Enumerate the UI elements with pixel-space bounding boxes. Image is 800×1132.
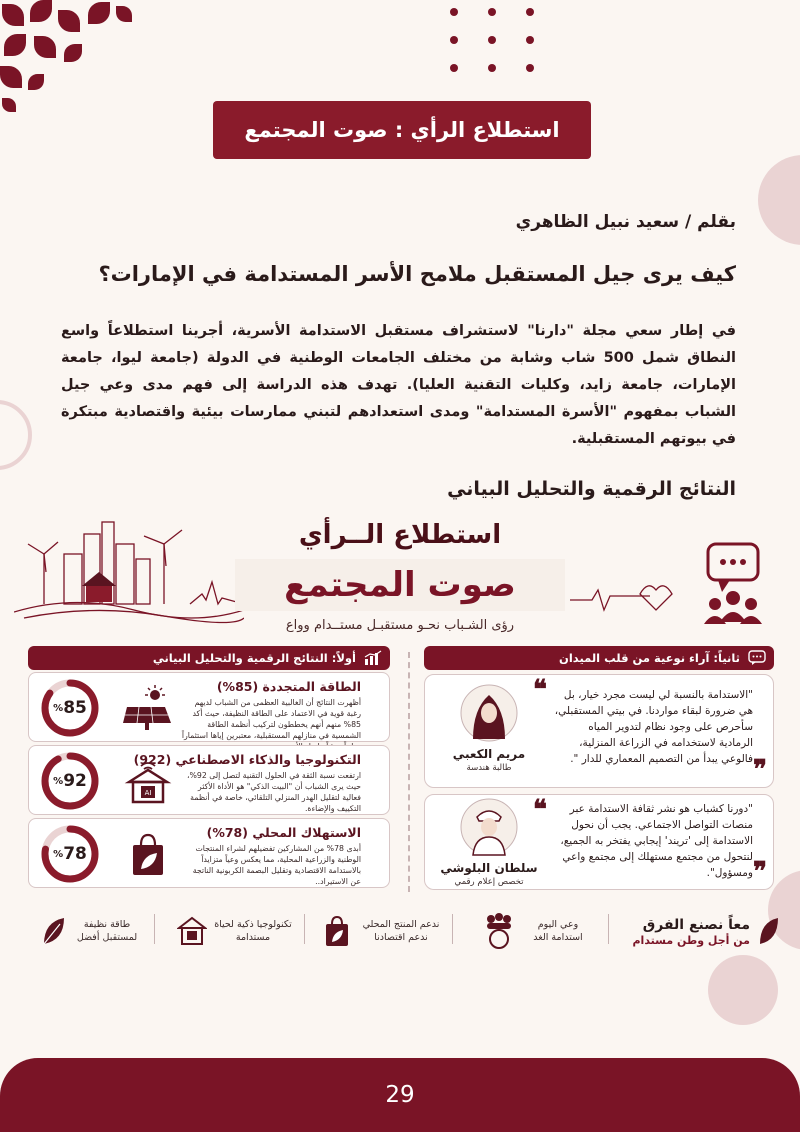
quote-card-maryam (424, 674, 774, 788)
shopping-bag-leaf-icon (121, 831, 175, 877)
stat-card-local-consumption (28, 818, 390, 888)
stat-title: الطاقة المتجددة (85%) (216, 679, 361, 694)
stat-percentage: 85 % (53, 698, 87, 718)
stat-description: أظهرت النتائج أن الغالبية العظمى من الشباب لديهم رغبة قوية في الاعتماد على الطاقة النظيفة، حيث أكد 85% منهم أنهم يخططون لتركيب أنظمة الطاقة الشمسية في منازلهم المستقبلية، معتبرين إياها استثماراً (181, 698, 361, 740)
chat-bubble-icon (748, 650, 766, 666)
person-name: سلطان البلوشي (440, 861, 538, 875)
close-quote-icon: ❞ (753, 857, 767, 887)
stat-description: ارتفعت نسبة الثقة في الحلول التقنية لتصل إلى 92%، حيث يرى الشباب أن "البيت الذكي" هو الأداة الأكثر فعالية لتقليل الهدر المنزلي التلقائي، خاصة في أنظمة التكييف والإضاءة. (186, 771, 361, 813)
open-quote-icon: ❝ (533, 795, 547, 825)
slogan-headline-group (633, 908, 781, 954)
author-line: بقلم / سعيد نبيل الظاهري (515, 212, 736, 232)
man-avatar-icon (459, 797, 519, 857)
infographic (0, 512, 800, 967)
quote-text: "الاستدامة بالنسبة لي ليست مجرد خيار، بل هي ضرورة لبقاء مواردنا. في بيتي المستقبلي، سأحرص على وجود نظام لتدوير المياه الرمادية لاستخدامه في الزراعة المنزلية، فالوعي يبدأ من التصميم المعماري للدار ". (554, 689, 753, 765)
solar-panel-icon (121, 685, 175, 731)
infographic-title: استطلاع الــرأي (298, 520, 502, 550)
quotes-section-title: ثانياً: آراء نوعية من قلب الميدان (559, 651, 740, 665)
article-question: كيف يرى جيل المستقبل ملامح الأسر المستدامة في الإمارات؟ (98, 262, 736, 286)
section-heading: النتائج الرقمية والتحليل البياني (447, 478, 736, 500)
infographic-main-title: صوت المجتمع (235, 559, 565, 611)
person-role: طالبة هندسة (466, 763, 512, 773)
leaf-icon (40, 916, 68, 946)
person-sultan (439, 797, 539, 887)
page-number: 29 (385, 1082, 415, 1108)
stat-description: أبدى 78% من المشاركين تفضيلهم لشراء المنتجات الوطنية والزراعية المحلية، مما يعكس وعياً متزايداً بالاستدامة الاقتصادية وتقليل البصمة الكربونية الناتجة عن الاستيراد.. (192, 844, 361, 886)
dot-grid-ornament (450, 8, 540, 78)
column-divider (408, 652, 410, 892)
person-role: تخصص إعلام رقمي (454, 877, 524, 887)
quote-card-sultan (424, 794, 774, 890)
slogan-item-text: طاقة نظيفة لمستقبل أفضل (76, 919, 138, 943)
slogan-item (472, 908, 602, 954)
slogan-divider (452, 914, 453, 944)
stat-percentage: 92 % (53, 771, 87, 791)
svg-text:AI: AI (144, 789, 152, 797)
stat-percentage: 78 % (53, 844, 87, 864)
close-quote-icon: ❞ (753, 755, 767, 785)
slogan-band (20, 900, 780, 962)
stats-section-header (28, 646, 390, 670)
stat-title: الاستهلاك المحلي (78%) (206, 825, 361, 840)
stat-card-technology-ai (28, 745, 390, 815)
infographic-subtitle: رؤى الشـباب نحـو مستقبـل مستــدام وواع (285, 618, 515, 633)
leaf-icon (756, 916, 780, 946)
intro-paragraph: في إطار سعي مجلة "دارنا" لاستشراف مستقبل الاستدامة الأسرية، أجرينا استطلاعاً واسع النطاق شمل 500 شاب وشابة من مختلف الجامعات الوطنية في الدولة (جامعة ليوا، جامعة الإمارات، جامعة زايد، وكليات التقنية العليا). تهدف هذه الدراسة إلى فهم مدى وعي جيل الشباب بمفهوم "الأسرة المستدامة" ومدى استعدادهم لتبني ممارسات بيئية واقتصادية مبتكرة في بيوتهم المستقبلية. (61, 323, 736, 447)
quote-text: "دورنا كشباب هو نشر ثقافة الاستدامة عبر منصات التواصل الاجتماعي. يجب أن نحول الاستدامة إلى 'تريند' إيجابي يفتخر به الجميع، لنتحول من مجتمع مستهلك إلى مجتمع واعي ومسؤول". (560, 803, 753, 879)
community-speech-icon (570, 540, 780, 630)
ring-ornament (0, 400, 32, 470)
community-globe-icon (481, 913, 517, 949)
slogan-headline: معاً نصنع الفرق (642, 916, 750, 933)
slogan-item (320, 908, 450, 954)
person-name: مريم الكعبي (452, 747, 526, 761)
page-banner: استطلاع الرأي : صوت المجتمع (213, 101, 591, 159)
corner-ornament (0, 0, 140, 120)
smart-home-icon (121, 758, 175, 804)
slogan-item (170, 908, 300, 954)
slogan-item-text: وعي اليوم استدامة الغد (533, 919, 583, 943)
slogan-subline: من أجل وطن مستدام (632, 933, 750, 947)
quotes-section-header (424, 646, 774, 670)
slogan-divider (154, 914, 155, 944)
bar-chart-icon (364, 650, 382, 666)
stats-section-title: أولاً: النتائج الرقمية والتحليل البياني (152, 651, 356, 665)
woman-avatar-icon (459, 683, 519, 743)
slogan-item-text: ندعم المنتج المحلي ندعم اقتصادنا (362, 919, 440, 943)
person-maryam (439, 683, 539, 773)
stat-card-renewable-energy (28, 672, 390, 742)
slogan-divider (304, 914, 305, 944)
shopping-bag-leaf-icon (324, 915, 350, 947)
slogan-item-text: تكنولوجيا ذكية لحياة مستدامة (214, 919, 292, 943)
open-quote-icon: ❝ (533, 675, 547, 705)
smart-home-icon (177, 916, 207, 946)
slogan-item (30, 908, 150, 954)
slogan-divider (608, 914, 609, 944)
stat-title: التكنولوجيا والذكاء الاصطناعي (922) (133, 752, 361, 767)
page-footer (0, 1058, 800, 1132)
pink-circle-ornament (758, 155, 800, 245)
